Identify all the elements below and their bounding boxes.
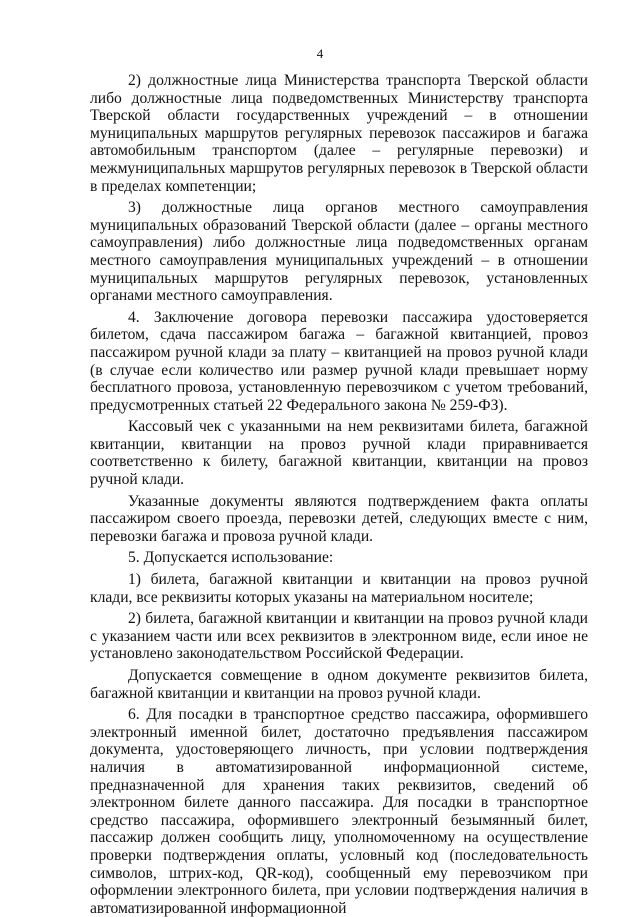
page-number: 4 [316, 46, 324, 61]
paragraph-usage-material: 1) билета, багажной квитанции и квитанции на провоз ручной клади, все реквизиты которых указаны на материальном носителе; [90, 571, 588, 606]
paragraph-contract-ticket: 4. Заключение договора перевозки пассажира удостоверяется билетом, сдача пассажиром багажа – багажной квитанцией, провоз пассажиром ручной клади за плату – квитанцией на провоз ручной клади (в случае если количество или размер ручной клади превышает норму бесплатного провоза, установленную перевозчиком с учетом требований, предусмотренных статьей 22 Федерального закона № 259-ФЗ). [90, 308, 588, 414]
paragraph-usage-allowed: 5. Допускается использование: [128, 549, 334, 567]
paragraph-officials-ministry: 2) должностные лица Министерства транспорта Тверской области либо должностные лица подведомственных Министерству транспорта Тверской области государственных учреждений – в отношении муниципальных маршрутов регулярных перевозок пассажиров и багажа автомобильным транспортом (далее – регулярные перевозки) и межмуниципальных маршрутов регулярных перевозок в Тверской области в пределах компетенции; [90, 72, 588, 195]
paragraph-usage-electronic: 2) билета, багажной квитанции и квитанции на провоз ручной клади с указанием части или всех реквизитов в электронном виде, если иное не установлено законодательством Российской Федерации. [90, 610, 588, 663]
paragraph-payment-confirmation: Указанные документы являются подтверждением факта оплаты пассажиром своего проезда, перевозки детей, следующих вместе с ним, перевозки багажа и провоза ручной клади. [90, 492, 588, 545]
paragraph-boarding-electronic: 6. Для посадки в транспортное средство пассажира, оформившего электронный именной билет, достаточно предъявления пассажиром документа, удостоверяющего личность, при условии подтверждения наличия в автоматизированной информационной системе, предназначенной для хранения таких реквизитов, сведений об электронном билете данного пассажира. Для посадки в транспортное средство пассажира, оформившего электронный безымянный билет, пассажир должен сообщить лицу, уполномоченному на осуществление проверки подтверждения оплаты, условный код (последовательность символов, штрих-код, QR-код), сообщенный ему перевозчиком при оформлении электронного билета, при условии подтверждения наличия в автоматизированной информационной [90, 706, 588, 917]
paragraph-cash-receipt: Кассовый чек с указанными на нем реквизитами билета, багажной квитанции, квитанции на провоз ручной клади приравнивается соответственно к билету, багажной квитанции, квитанции на провоз ручной клади. [90, 418, 588, 489]
paragraph-combined-document: Допускается совмещение в одном документе реквизитов билета, багажной квитанции и квитанции на провоз ручной клади. [90, 667, 588, 702]
paragraph-officials-local: 3) должностные лица органов местного самоуправления муниципальных образований Тверской области (далее – органы местного самоуправления) либо должностные лица подведомственных органам местного самоуправления муниципальных учреждений – в отношении муниципальных маршрутов регулярных перевозок, установленных органами местного самоуправления. [90, 199, 588, 305]
document-body [90, 72, 588, 917]
